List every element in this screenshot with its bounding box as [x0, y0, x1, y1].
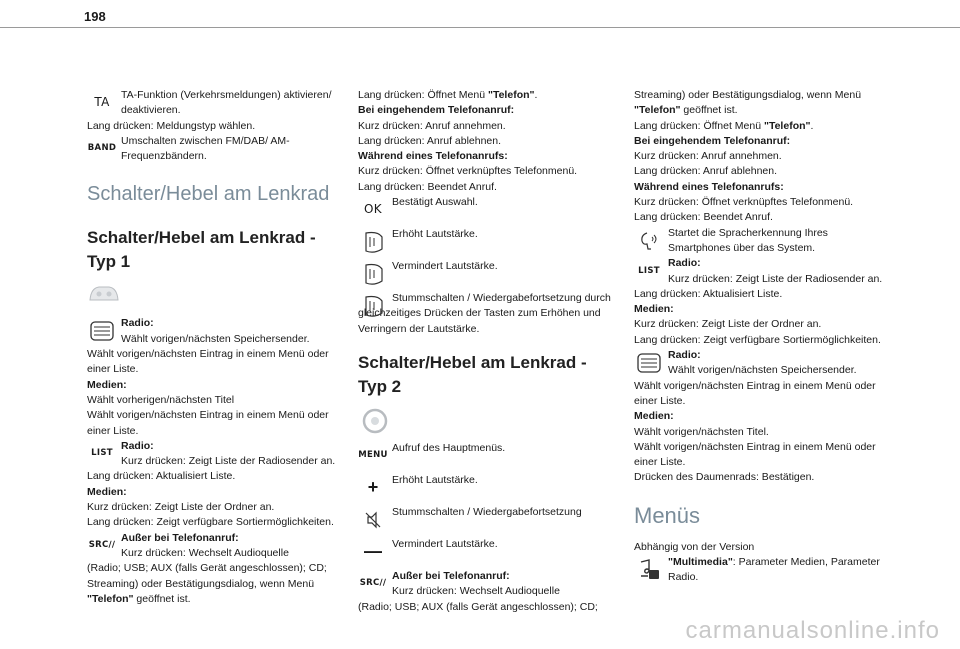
- column-2: [358, 88, 613, 615]
- list-media-heading: Medien:: [87, 485, 127, 498]
- voice-text: Startet die Spracherkennung Ihres Smartphones über das System.: [668, 226, 828, 254]
- src2-text: Kurz drücken: Wechselt Audioquelle: [392, 585, 560, 598]
- src-text-2: (Radio; USB; AUX (falls Gerät angeschlossen); CD; Streaming) oder Bestätigungsdialog, wenn Menü "Telefon" geöffnet ist.: [87, 562, 327, 605]
- ta-entry: [87, 88, 342, 119]
- voice-recognition-icon: [634, 226, 664, 256]
- watermark: carmanualsonline.info: [685, 617, 940, 644]
- plus-entry: [358, 473, 613, 505]
- version-text: Abhängig von der Version: [634, 540, 755, 553]
- vol-down-text: Vermindert Lautstärke.: [392, 260, 498, 273]
- scroll-wheel-entry: [634, 348, 889, 379]
- mute-icon: [358, 291, 388, 321]
- type1-title: Schalter/Hebel am Lenkrad - Typ 1: [87, 228, 316, 272]
- during-short: Kurz drücken: Öffnet verknüpftes Telefonmenü.: [358, 165, 578, 178]
- menu-text: Aufruf des Hauptmenüs.: [392, 441, 506, 454]
- mute2-text: Stummschalten / Wiedergabefortsetzung: [392, 505, 582, 518]
- radio-heading: Radio:: [121, 317, 154, 330]
- during-heading: Während eines Telefonanrufs:: [358, 150, 508, 163]
- mute-entry: [358, 291, 613, 337]
- media-text: Wählt vorigen/nächsten Titel.: [634, 425, 769, 438]
- mute-crossed-icon: [358, 505, 388, 535]
- scroll-wheel-icon: [634, 348, 664, 378]
- ta-long-press: Lang drücken: Meldungstyp wählen.: [87, 119, 256, 132]
- ok-entry: [358, 195, 613, 227]
- scroll-wheel-icon: [87, 316, 117, 346]
- during-long: Lang drücken: Beendet Anruf.: [634, 211, 773, 224]
- mute2-entry: [358, 505, 613, 537]
- during-short: Kurz drücken: Öffnet verknüpftes Telefonmenü.: [634, 196, 854, 209]
- thumb-wheel-text: Drücken des Daumenrads: Bestätigen.: [634, 471, 815, 484]
- radio-text-2: Wählt vorigen/nächsten Eintrag in einem Menü oder einer Liste.: [87, 348, 329, 376]
- volume-down-icon: [358, 259, 388, 289]
- type2-title: Schalter/Hebel am Lenkrad - Typ 2: [358, 352, 587, 396]
- incoming-heading: Bei eingehendem Telefonanruf:: [358, 104, 515, 117]
- src-heading: Außer bei Telefonanruf:: [121, 531, 239, 544]
- radio-text-2: Wählt vorigen/nächsten Eintrag in einem Menü oder einer Liste.: [634, 379, 876, 407]
- incoming-short: Kurz drücken: Anruf annehmen.: [634, 150, 782, 163]
- steering-controls-type2: [358, 407, 613, 437]
- voice-entry: [634, 226, 889, 257]
- mute-text: Stummschalten / Wiedergabefortsetzung durch gleichzeitiges Drücken der Tasten zum Erhöhen und Verringern der Lautstärke.: [358, 292, 611, 335]
- vol-up-text: Erhöht Lautstärke.: [392, 228, 478, 241]
- list-media-short: Kurz drücken: Zeigt Liste der Ordner an.: [634, 318, 822, 331]
- list-radio-text: Kurz drücken: Zeigt Liste der Radiosender an.: [121, 455, 336, 468]
- section-title: Schalter/Hebel am Lenkrad: [87, 183, 330, 206]
- plus-text: Erhöht Lautstärke.: [392, 473, 478, 486]
- band-text: Umschalten zwischen FM/DAB/ AM-Frequenzbändern.: [121, 134, 290, 163]
- list-radio-text: Kurz drücken: Zeigt Liste der Radiosender an.: [668, 272, 883, 285]
- radio-text: Wählt vorigen/nächsten Speichersender.: [668, 364, 857, 377]
- plus-icon: +: [367, 477, 379, 498]
- ta-text: TA-Funktion (Verkehrsmeldungen) aktivieren/ deaktivieren.: [121, 89, 332, 117]
- list-icon: LIST: [91, 448, 113, 459]
- steering-wheel-icon: [358, 407, 392, 435]
- list-radio-heading: Radio:: [668, 257, 701, 270]
- multimedia-text: "Multimedia": Parameter Medien, Parameter Radio.: [668, 556, 880, 584]
- menus-title: Menüs: [634, 502, 701, 528]
- media-heading: Medien:: [634, 410, 674, 423]
- multimedia-icon: [634, 555, 664, 585]
- radio-heading: Radio:: [668, 349, 701, 362]
- steering-controls-icon: [87, 282, 121, 306]
- during-heading: Während eines Telefonanrufs:: [634, 180, 784, 193]
- list-radio-heading: Radio:: [121, 439, 154, 452]
- src-icon: SRC ∕∕: [88, 539, 116, 550]
- list-media-heading: Medien:: [634, 303, 674, 316]
- ok-text: Bestätigt Auswahl.: [392, 196, 478, 209]
- list-media-short: Kurz drücken: Zeigt Liste der Ordner an.: [87, 501, 275, 514]
- media-heading: Medien:: [87, 378, 127, 391]
- src-text: Kurz drücken: Wechselt Audioquelle: [121, 546, 289, 559]
- ok-icon: OK: [364, 202, 382, 217]
- multimedia-entry: [634, 555, 889, 586]
- radio-text: Wählt vorigen/nächsten Speichersender.: [121, 332, 310, 345]
- minus-icon: —: [364, 541, 382, 562]
- page-number: 198: [84, 9, 106, 24]
- media-text: Wählt vorherigen/nächsten Titel: [87, 393, 235, 406]
- band-entry: [87, 134, 342, 165]
- media-text-2: Wählt vorigen/nächsten Eintrag in einem Menü oder einer Liste.: [634, 440, 876, 469]
- ta-icon: TA: [94, 95, 110, 110]
- list-entry: [634, 256, 889, 287]
- column-1: [87, 88, 342, 607]
- src-continued: Streaming) oder Bestätigungsdialog, wenn Menü "Telefon" geöffnet ist.: [634, 89, 862, 117]
- media-text-2: Wählt vorigen/nächsten Eintrag in einem Menü oder einer Liste.: [87, 409, 329, 437]
- long-press-phone: Lang drücken: Öffnet Menü "Telefon".: [634, 119, 814, 132]
- list-media-long: Lang drücken: Zeigt verfügbare Sortiermöglichkeiten.: [634, 333, 881, 346]
- scroll-wheel-entry: [87, 316, 342, 347]
- list-entry: [87, 439, 342, 470]
- src2-entry: [358, 569, 613, 600]
- menu-entry: [358, 441, 613, 473]
- src2-text-2: (Radio; USB; AUX (falls Gerät angeschlossen); CD;: [358, 600, 598, 613]
- src-icon: SRC ∕∕: [359, 578, 387, 589]
- header-rule: [0, 27, 960, 28]
- src2-heading: Außer bei Telefonanruf:: [392, 569, 510, 582]
- src-entry: [87, 531, 342, 562]
- menu-icon: MENU: [358, 450, 388, 461]
- during-long: Lang drücken: Beendet Anruf.: [358, 180, 497, 193]
- vol-up-entry: [358, 227, 613, 259]
- vol-down-entry: [358, 259, 613, 291]
- minus-entry: [358, 537, 613, 569]
- list-icon: LIST: [638, 265, 660, 276]
- long-press-phone: Lang drücken: Öffnet Menü "Telefon".: [358, 89, 538, 101]
- incoming-long: Lang drücken: Anruf ablehnen.: [358, 134, 502, 147]
- column-3: [634, 88, 889, 586]
- minus-text: Vermindert Lautstärke.: [392, 537, 498, 550]
- incoming-heading: Bei eingehendem Telefonanruf:: [634, 134, 791, 147]
- list-media-long: Lang drücken: Zeigt verfügbare Sortiermöglichkeiten.: [87, 516, 334, 529]
- volume-up-icon: [358, 227, 388, 257]
- steering-controls-type1: [87, 282, 342, 312]
- band-icon: BAND: [87, 143, 117, 154]
- incoming-long: Lang drücken: Anruf ablehnen.: [634, 165, 778, 178]
- list-radio-long: Lang drücken: Aktualisiert Liste.: [87, 470, 236, 483]
- incoming-short: Kurz drücken: Anruf annehmen.: [358, 119, 506, 132]
- list-radio-long: Lang drücken: Aktualisiert Liste.: [634, 287, 783, 300]
